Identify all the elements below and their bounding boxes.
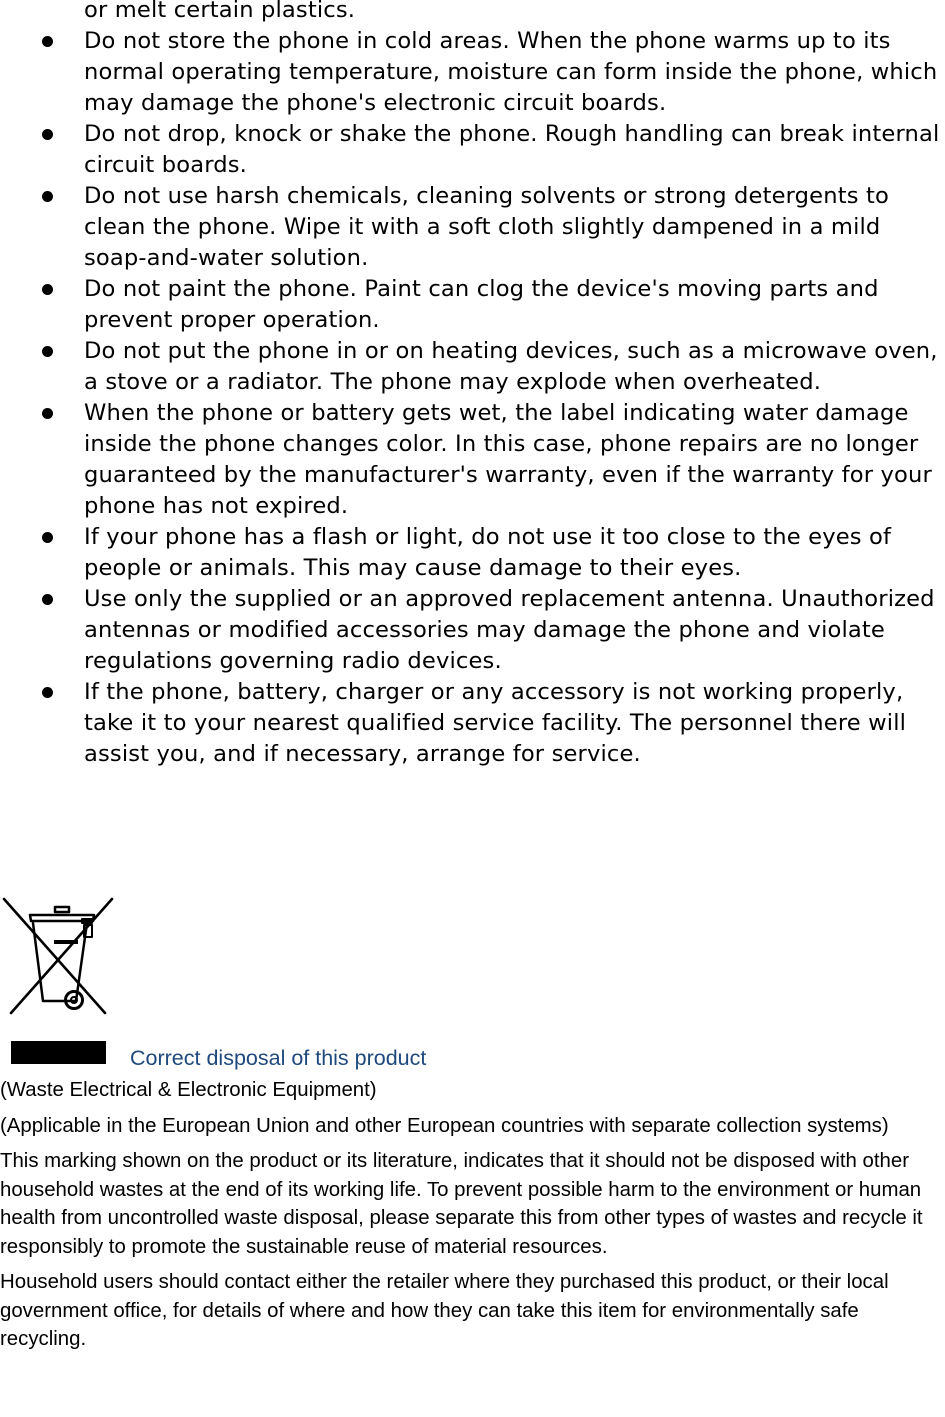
weee-subtitle: (Waste Electrical & Electronic Equipment) xyxy=(0,1079,377,1101)
bullet-text: Do not drop, knock or shake the phone. Rough handling can break internal circuit boards. xyxy=(84,121,940,178)
bullet-dot-icon xyxy=(42,284,53,295)
bullet-dot-icon xyxy=(42,532,53,543)
disposal-text xyxy=(0,1076,945,1361)
safety-bullet-item xyxy=(0,336,945,398)
bullet-dot-icon xyxy=(42,594,53,605)
crossed-out-wheelie-bin-icon xyxy=(2,896,116,1020)
bullet-text: Do not put the phone in or on heating devices, such as a microwave oven, a stove or a radiator. The phone may explode when overheated. xyxy=(84,338,938,395)
disposal-heading: Correct disposal of this product xyxy=(130,1046,427,1070)
bullet-text: Do not paint the phone. Paint can clog the device's moving parts and prevent proper operation. xyxy=(84,276,879,333)
bullet-text: Do not use harsh chemicals, cleaning solvents or strong detergents to clean the phone. Wipe it with a soft cloth slightly dampened in a mild soap-and-water solution. xyxy=(84,183,889,271)
bullet-dot-icon xyxy=(42,687,53,698)
safety-bullet-item xyxy=(0,677,945,770)
bullet-dot-icon xyxy=(42,129,53,140)
safety-bullet-item xyxy=(0,274,945,336)
weee-marking-bar xyxy=(11,1041,106,1064)
safety-bullet-item xyxy=(0,584,945,677)
bullet-text: If your phone has a flash or light, do not use it too close to the eyes of people or animals. This may cause damage to their eyes. xyxy=(84,524,892,581)
bullet-text: Use only the supplied or an approved replacement antenna. Unauthorized antennas or modified accessories may damage the phone and violate regulations governing radio devices. xyxy=(84,586,935,674)
bullet-text: When the phone or battery gets wet, the label indicating water damage inside the phone changes color. In this case, phone repairs are no longer guaranteed by the manufacturer's warranty, even if the warranty for your phone has not expired. xyxy=(84,400,932,519)
bullet-dot-icon xyxy=(42,408,53,419)
safety-bullet-item xyxy=(0,119,945,181)
bullet-dot-icon xyxy=(42,346,53,357)
bullet-dot-icon xyxy=(42,36,53,47)
applicability-note: (Applicable in the European Union and other European countries with separate collection systems) xyxy=(0,1114,889,1137)
disposal-paragraph: Household users should contact either the retailer where they purchased this product, or their local government office, for details of where and how they can take this item for environmentally safe recycling. xyxy=(0,1271,889,1350)
safety-bullet-item xyxy=(0,26,945,119)
bullet-text: Do not store the phone in cold areas. When the phone warms up to its normal operating temperature, moisture can form inside the phone, which may damage the phone's electronic circuit boards. xyxy=(84,28,938,116)
continued-text: or melt certain plastics. xyxy=(84,0,356,23)
safety-bullet-item xyxy=(0,398,945,522)
bullet-dot-icon xyxy=(42,191,53,202)
safety-bullet-item xyxy=(0,181,945,274)
bullet-text: If the phone, battery, charger or any accessory is not working properly, take it to your nearest qualified service facility. The personnel there will assist you, and if necessary, arrange for service. xyxy=(84,679,907,767)
safety-bullet-item xyxy=(0,522,945,584)
disposal-paragraph: This marking shown on the product or its literature, indicates that it should not be disposed with other household wastes at the end of its working life. To prevent possible harm to the environment or human health from uncontrolled waste disposal, please separate this from other types of wastes and recycle it responsibly to promote the sustainable reuse of material resources. xyxy=(0,1150,923,1258)
